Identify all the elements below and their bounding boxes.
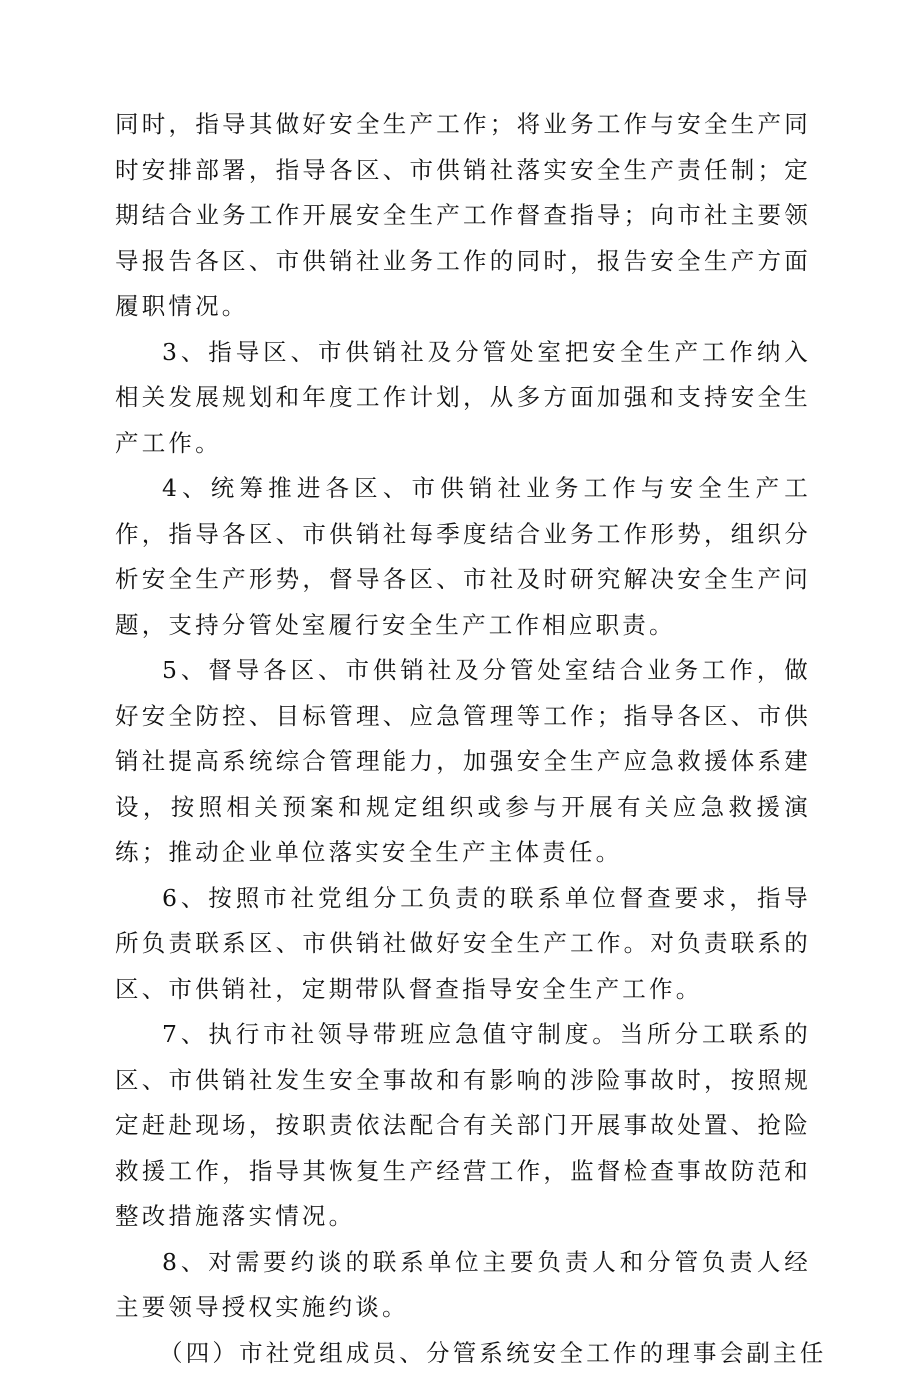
- paragraph-continuation: 同时，指导其做好安全生产工作；将业务工作与安全生产同时安排部署，指导各区、市供销社落实安全生产责任制；定期结合业务工作开展安全生产工作督查指导；向市社主要领导报告各区、市供销社业务工作的同时，报告安全生产方面履职情况。: [115, 102, 811, 330]
- paragraph-item-6: 6、按照市社党组分工负责的联系单位督查要求，指导所负责联系区、市供销社做好安全生产工作。对负责联系的区、市供销社，定期带队督查指导安全生产工作。: [115, 876, 811, 1013]
- document-body: [115, 102, 811, 1376]
- paragraph-item-8: 8、对需要约谈的联系单位主要负责人和分管负责人经主要领导授权实施约谈。: [115, 1240, 811, 1331]
- paragraph-item-7: 7、执行市社领导带班应急值守制度。当所分工联系的区、市供销社发生安全事故和有影响的涉险事故时，按照规定赶赴现场，按职责依法配合有关部门开展事故处置、抢险救援工作，指导其恢复生产经营工作，监督检查事故防范和整改措施落实情况。: [115, 1012, 811, 1240]
- paragraph-item-3: 3、指导区、市供销社及分管处室把安全生产工作纳入相关发展规划和年度工作计划，从多方面加强和支持安全生产工作。: [115, 330, 811, 467]
- paragraph-item-5: 5、督导各区、市供销社及分管处室结合业务工作，做好安全防控、目标管理、应急管理等工作；指导各区、市供销社提高系统综合管理能力，加强安全生产应急救援体系建设，按照相关预案和规定组织或参与开展有关应急救援演练；推动企业单位落实安全生产主体责任。: [115, 648, 811, 876]
- paragraph-item-4: 4、统筹推进各区、市供销社业务工作与安全生产工作，指导各区、市供销社每季度结合业务工作形势，组织分析安全生产形势，督导各区、市社及时研究解决安全生产问题，支持分管处室履行安全生产工作相应职责。: [115, 466, 811, 648]
- section-heading: （四）市社党组成员、分管系统安全工作的理事会副主任: [115, 1331, 811, 1376]
